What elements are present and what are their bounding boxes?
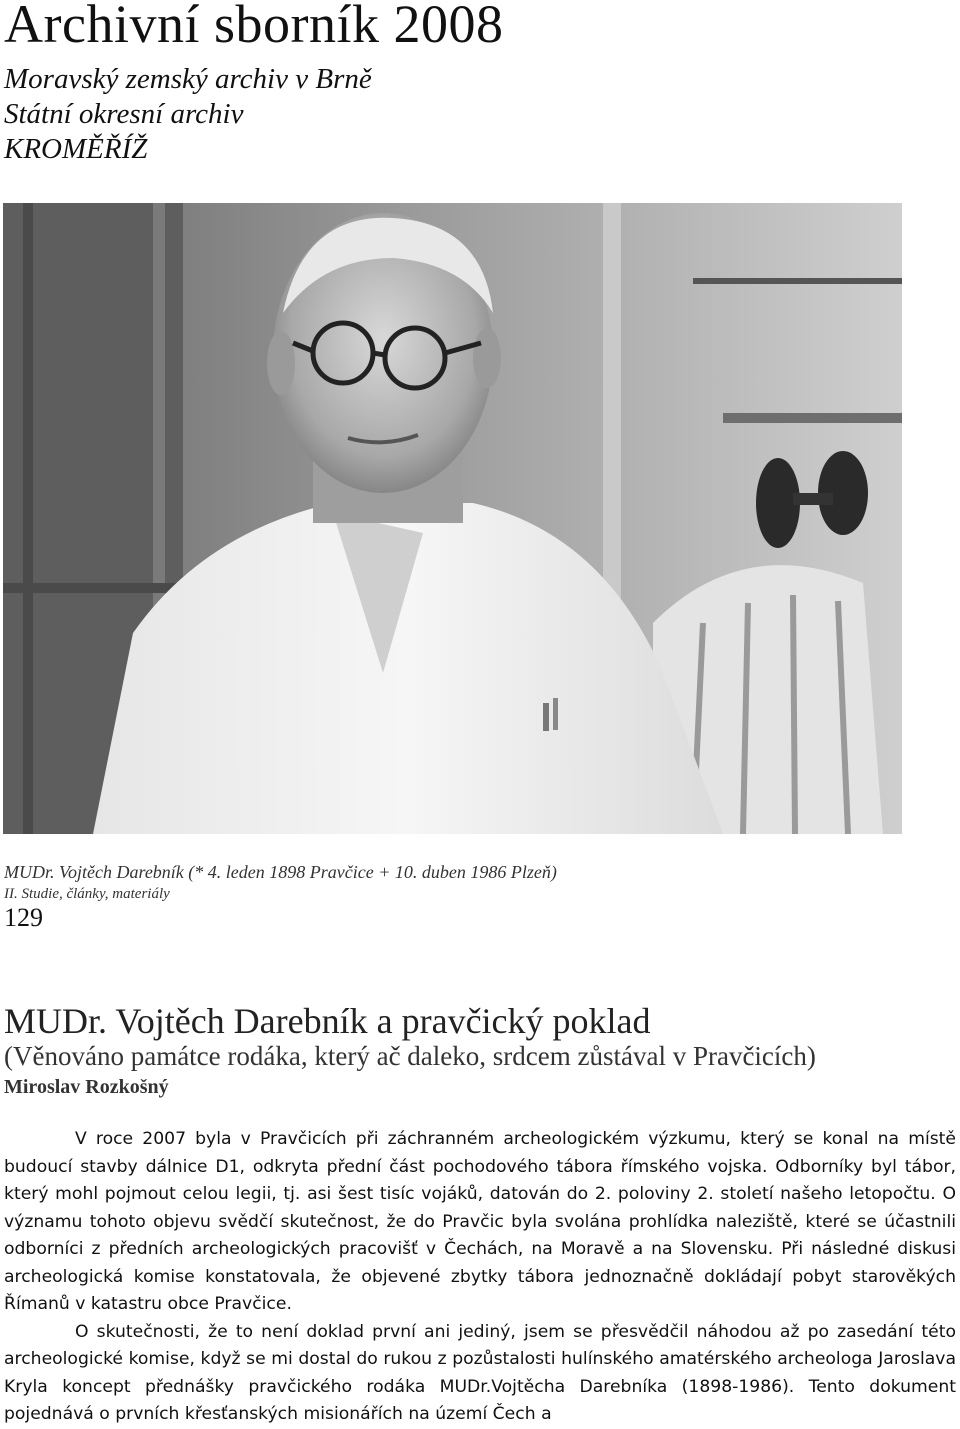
article-body bbox=[4, 1126, 956, 1429]
archive-line-2: Státní okresní archiv bbox=[4, 98, 244, 130]
article-author: Miroslav Rozkošný bbox=[4, 1076, 169, 1098]
archive-title: Archivní sborník 2008 bbox=[4, 0, 504, 54]
section-label: II. Studie, články, materiály bbox=[4, 886, 170, 902]
portrait-photo bbox=[3, 203, 902, 834]
paragraph: O skutečnosti, že to není doklad první ani jediný, jsem se přesvědčil náhodou až po zasedání této archeologické komise, když se mi dostal do rukou z pozůstalosti hulínského amatérského archeologa Jaroslava Kryla koncept přednášky pravčického rodáka MUDr.Vojtěcha Darebníka (1898-1986). Tento dokument pojednává o prvních křesťanských misionářích na území Čech a bbox=[4, 1321, 956, 1424]
page-number: 129 bbox=[4, 903, 43, 932]
archive-line-3: KROMĚŘÍŽ bbox=[4, 133, 148, 165]
paragraph: V roce 2007 byla v Pravčicích při záchranném archeologickém výzkumu, který se konal na místě budoucí stavby dálnice D1, odkryta přední část pochodového tábora římského vojska. Odborníky byl tábor, který mohl pojmout celou legii, tj. asi šest tisíc vojáků, datován do 2. poloviny 2. století našeho letopočtu. O významu tohoto objevu svědčí skutečnost, že do Pravčic byla svolána prohlídka naleziště, které se účastnili odborníci z předních archeologických pracovišť v Čechách, na Moravě a na Slovensku. Při následné diskusi archeologická komise konstatovala, že objevené zbytky tábora jednoznačně dokládají pobyt starověkých Římanů v katastru obce Pravčice. bbox=[4, 1129, 956, 1314]
photo-caption: MUDr. Vojtěch Darebník (* 4. leden 1898 Pravčice + 10. duben 1986 Plzeň) bbox=[4, 862, 557, 882]
article-subtitle: (Věnováno památce rodáka, který ač daleko, srdcem zůstával v Pravčicích) bbox=[4, 1041, 816, 1071]
archive-line-1: Moravský zemský archiv v Brně bbox=[4, 63, 372, 95]
article-title: MUDr. Vojtěch Darebník a pravčický poklad bbox=[4, 1001, 651, 1041]
